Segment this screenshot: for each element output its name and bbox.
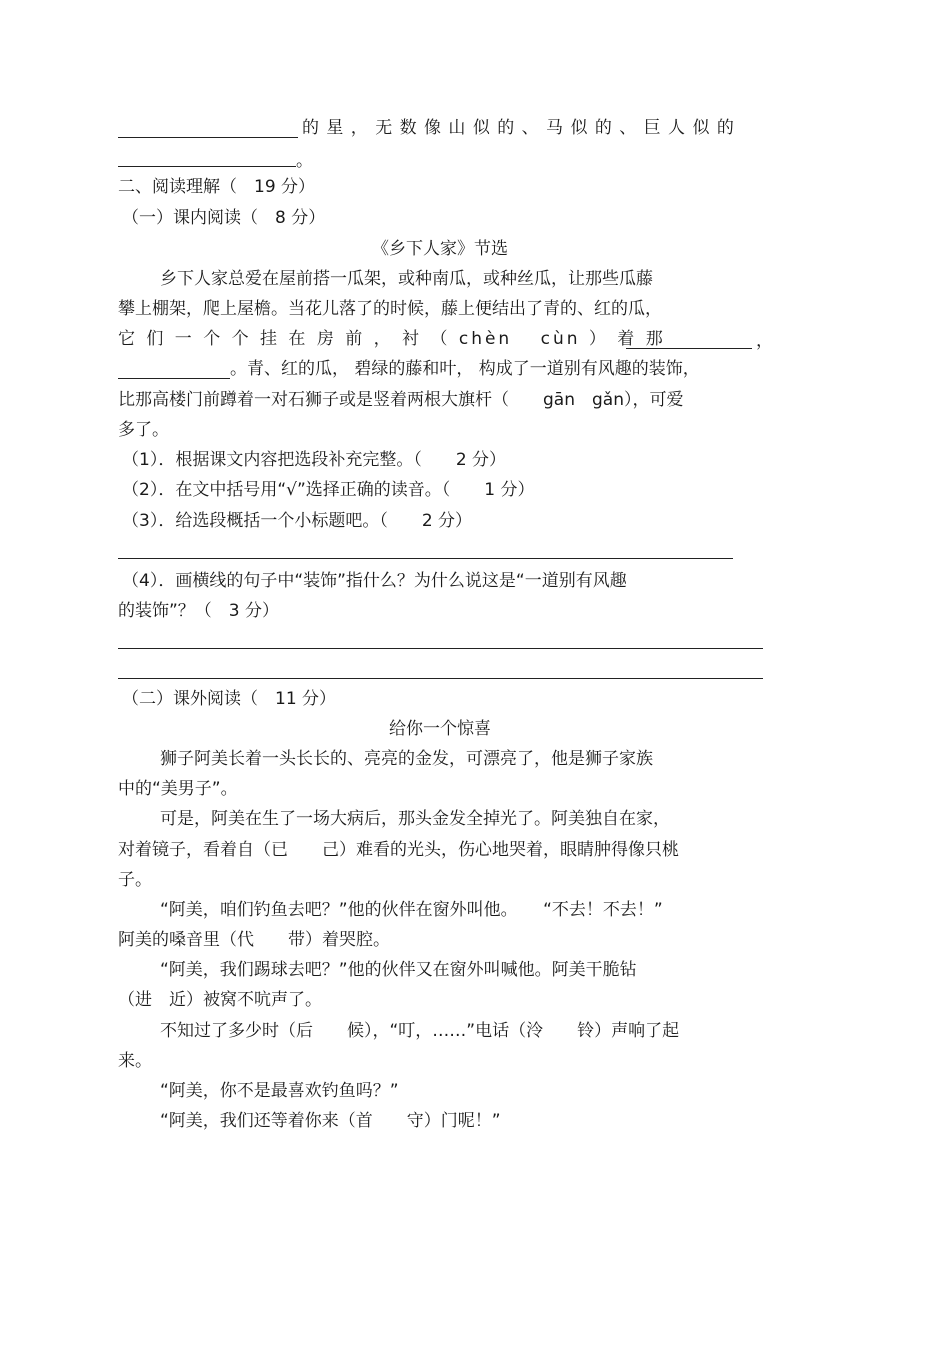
text-line: 。 xyxy=(296,151,313,171)
passage-line: 子。 xyxy=(118,870,152,890)
passage-line: 多了。 xyxy=(118,420,169,440)
answer-blank-3[interactable] xyxy=(626,348,752,349)
passage-line: 比那高楼门前蹲着一对石狮子或是竖着两根大旗杆（ gān gǎn），可爱 xyxy=(118,390,684,410)
part-heading: （一）课内阅读（ 8 分） xyxy=(122,208,326,228)
question-1: （1）．根据课文内容把选段补充完整。（ 2 分） xyxy=(122,450,507,470)
answer-blank-1[interactable] xyxy=(118,137,298,138)
passage-line: 攀上棚架，爬上屋檐。当花儿落了的时候，藤上便结出了青的、红的瓜， xyxy=(118,299,662,319)
passage-line: ， xyxy=(756,331,773,351)
answer-line[interactable] xyxy=(118,648,763,649)
passage-line: 对着镜子，看着自（已 己）难看的光头，伤心地哭着，眼睛肿得像只桃 xyxy=(118,840,679,860)
question-2: （2）．在文中括号用“√”选择正确的读音。（ 1 分） xyxy=(122,480,535,500)
passage-line: 不知过了多少时（后 候），“叮，……”电话（泠 铃）声响了起 xyxy=(160,1021,680,1041)
passage-line: “阿美，我们踢球去吧？”他的伙伴又在窗外叫喊他。阿美干脆钻 xyxy=(160,960,637,980)
passage-title: 《乡下人家》节选 xyxy=(372,239,508,259)
answer-blank-4[interactable] xyxy=(118,378,230,379)
passage-line: “阿美，你不是最喜欢钓鱼吗？” xyxy=(160,1081,399,1101)
passage-line: 。青、红的瓜， 碧绿的藤和叶， 构成了一道别有风趣的装饰， xyxy=(230,359,700,379)
answer-line[interactable] xyxy=(118,558,733,559)
passage-line: 来。 xyxy=(118,1051,152,1071)
passage-line: 中的“美男子”。 xyxy=(118,779,238,799)
section-heading: 二、阅读理解（ 19 分） xyxy=(118,177,316,197)
answer-line[interactable] xyxy=(118,678,763,679)
passage-line: （进 近）被窝不吭声了。 xyxy=(118,990,322,1010)
passage-title: 给你一个惊喜 xyxy=(389,719,491,739)
question-4-cont: 的装饰”？（ 3 分） xyxy=(118,601,280,621)
part-heading: （二）课外阅读（ 11 分） xyxy=(122,689,337,709)
passage-line: 它 们 一 个 个 挂 在 房 前 ， 衬 （ chèn cùn ） 着 那 xyxy=(118,329,666,349)
passage-line: 狮子阿美长着一头长长的、亮亮的金发，可漂亮了，他是狮子家族 xyxy=(160,749,653,769)
question-3: （3）．给选段概括一个小标题吧。（ 2 分） xyxy=(122,511,473,531)
passage-line: “阿美，咱们钓鱼去吧？”他的伙伴在窗外叫他。 “不去！不去！” xyxy=(160,900,663,920)
answer-blank-2[interactable] xyxy=(118,166,296,167)
passage-line: 阿美的嗓音里（代 带）着哭腔。 xyxy=(118,930,390,950)
passage-line: 可是，阿美在生了一场大病后，那头金发全掉光了。阿美独自在家， xyxy=(160,809,670,829)
text-line: 的 星 ， 无 数 像 山 似 的 、 马 似 的 、 巨 人 似 的 xyxy=(302,118,735,138)
question-4: （4）．画横线的句子中“装饰”指什么？为什么说这是“一道别有风趣 xyxy=(122,571,627,591)
passage-line: “阿美，我们还等着你来（首 守）门呢！” xyxy=(160,1111,501,1131)
passage-line: 乡下人家总爱在屋前搭一瓜架，或种南瓜，或种丝瓜，让那些瓜藤 xyxy=(160,269,653,289)
